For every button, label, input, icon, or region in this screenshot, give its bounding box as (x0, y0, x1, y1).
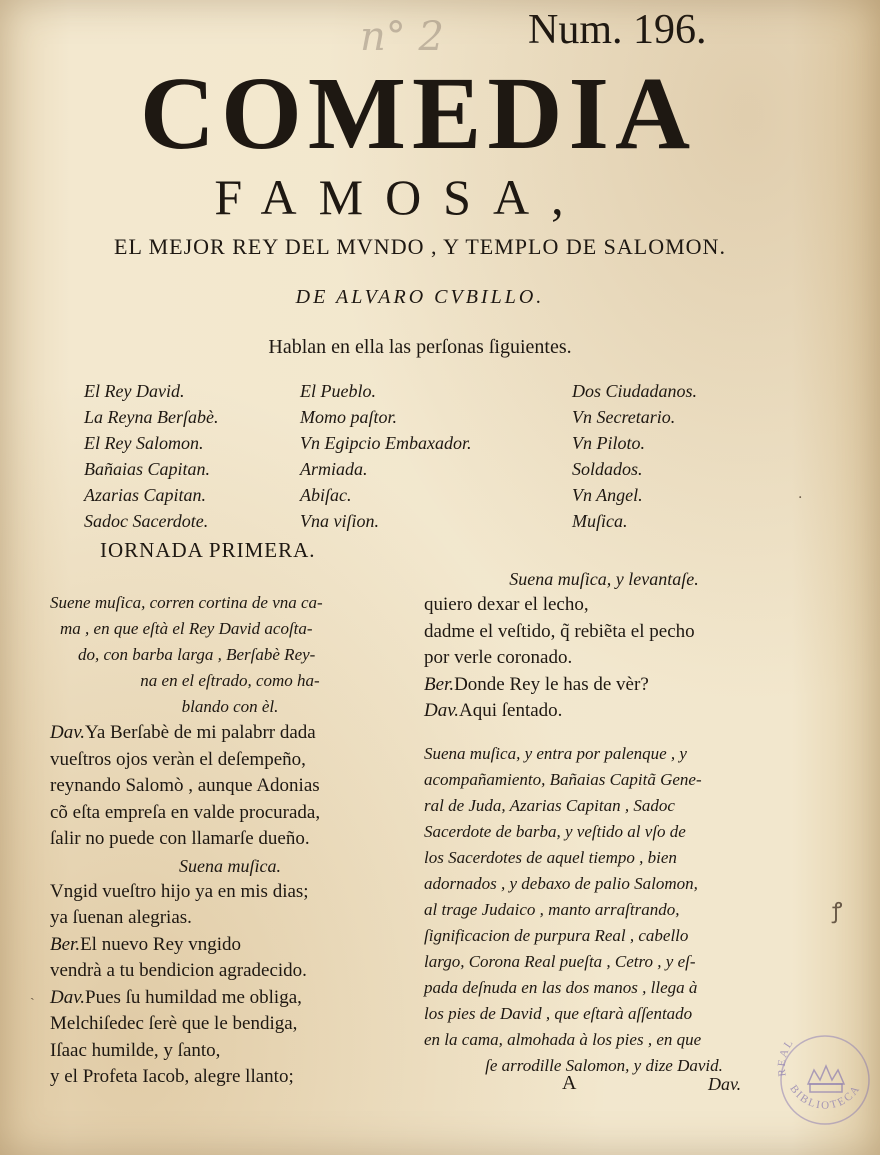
cast-column-3 (572, 378, 697, 534)
verse-line (50, 1011, 410, 1038)
text-column-right (424, 566, 784, 1079)
stage-direction: adornados , y debaxo de palio Salomon, (424, 873, 698, 893)
cast-name: Vn Secretario. (572, 407, 676, 427)
verse-line (50, 800, 410, 827)
cast-name: Vna viſion. (300, 511, 379, 531)
author-line: DE ALVARO CVBILLO. (295, 286, 545, 308)
stage-direction: na en el eſtrado, como ha- (140, 671, 320, 690)
ink-speck-icon: ˎ (30, 985, 35, 1001)
stage-direction: Sacerdote de barba, y veſtido al vſo de (424, 821, 686, 841)
stage-direction: do, con barba larga , Berſabè Rey- (78, 645, 316, 664)
verse-text: Aqui ſentado. (459, 700, 563, 721)
cast-heading: Hablan en ella las perſonas ſiguientes. (268, 336, 572, 358)
verse-text: Iſaac humilde, y ſanto, (50, 1039, 221, 1061)
verse-text: Vngid vueſtro hijo ya en mis dias; (50, 880, 309, 902)
verse-line (50, 773, 410, 800)
cast-name: Vn Angel. (572, 485, 643, 505)
verse-line (50, 1038, 410, 1065)
cast-name: Armiada. (300, 459, 368, 479)
verse-text: dadme el veſtido, q̃ rebiẽta el pecho (424, 620, 695, 642)
svg-text:BIBLIOTECA: BIBLIOTECA (787, 1082, 863, 1112)
verse-line (50, 905, 410, 932)
verse-text: ſalir no puede con llamarſe dueño. (50, 828, 310, 849)
cast-name: Vn Piloto. (572, 433, 645, 453)
svg-text:REAL: REAL (775, 1036, 797, 1078)
cast-name: El Pueblo. (300, 381, 376, 401)
cast-column-2 (300, 378, 471, 534)
verse-text: vendrà a tu bendicion agradecido. (50, 960, 307, 981)
act-heading: IORNADA PRIMERA. (100, 538, 316, 562)
verse-text: Melchiſedec ſerè que le bendiga, (50, 1013, 298, 1034)
stage-direction: ma , en que eſtà el Rey David acoſta- (60, 619, 313, 638)
spacer (424, 725, 784, 741)
verse-text: cõ eſta empreſa en valde procurada, (50, 801, 321, 823)
manuscript-note: n° 2 (360, 14, 444, 60)
stage-direction: blando con èl. (181, 697, 279, 716)
verse-line (50, 720, 410, 747)
stage-direction: pada deſnuda en las dos manos , llega à (424, 977, 698, 997)
stage-direction: acompañamiento, Bañaias Capitã Gene- (424, 769, 702, 789)
stage-direction: los pies de David , que eſtarà aſſentado (424, 1003, 693, 1023)
verse-line (50, 826, 410, 853)
verse-text: vueſtros ojos veràn el deſempeño, (50, 748, 306, 770)
catchword: Dav. (708, 1074, 742, 1094)
verse-line (50, 985, 410, 1012)
stage-direction: los Sacerdotes de aquel tiempo , bien (424, 847, 677, 867)
ink-speck-icon: · (798, 490, 803, 506)
stage-direction: ſignificacion de purpura Real , cabello (424, 925, 689, 945)
speaker: Dav. (50, 722, 85, 743)
ink-mark-icon: ꝭ (832, 899, 843, 924)
verse-text: ya ſuenan alegrias. (50, 907, 192, 928)
verse-line (50, 879, 410, 906)
stage-direction: largo, Corona Real pueſta , Cetro , y eſ- (424, 951, 696, 971)
speaker: Ber. (50, 933, 81, 955)
stage-direction: Suena muſica, y levantaſe. (509, 569, 699, 589)
verse-line (50, 747, 410, 774)
verse-text: Donde Rey le has de vèr? (454, 673, 649, 695)
verse-line (424, 592, 784, 619)
stage-direction: Suena muſica. (179, 855, 281, 876)
verse-line (424, 698, 784, 725)
cast-name: Muſica. (572, 511, 628, 531)
text-column-left (50, 590, 410, 1091)
stage-direction: Suene muſica, corren cortina de vna ca- (50, 593, 323, 612)
title-main: COMEDIA (139, 56, 697, 171)
verse-text: Ya Berſabè de mi palabrr dada (85, 722, 316, 743)
verse-line (50, 958, 410, 985)
verse-text: por verle coronado. (424, 647, 573, 668)
verse-text: El nuevo Rey vngido (80, 933, 242, 955)
stage-direction: Suena muſica, y entra por palenque , y (424, 743, 687, 763)
speaker: Dav. (50, 986, 85, 1008)
stage-direction: ſe arrodille Salomon, y dize David. (485, 1055, 723, 1075)
cast-name: Azarias Capitan. (84, 485, 207, 505)
signature-mark: A (562, 1072, 577, 1094)
verse-text: y el Profeta Iacob, alegre llanto; (50, 1066, 294, 1087)
verse-text: reynando Salomò , aunque Adonias (50, 775, 320, 796)
play-title: EL MEJOR REY DEL MVNDO , Y TEMPLO DE SALOMON. (114, 234, 726, 259)
cast-name: El Rey Salomon. (84, 433, 204, 453)
cast-name: Sadoc Sacerdote. (84, 511, 209, 531)
issue-number: Num. 196. (528, 7, 707, 53)
cast-name: El Rey David. (84, 381, 185, 401)
cast-name: Vn Egipcio Embaxador. (300, 433, 472, 453)
cast-name: Momo paſtor. (300, 407, 398, 427)
stage-direction: ral de Juda, Azarias Capitan , Sadoc (424, 795, 675, 815)
cast-column-1 (84, 378, 218, 534)
verse-line (50, 1064, 410, 1091)
cast-name: Bañaias Capitan. (84, 459, 211, 479)
library-stamp-icon (768, 1010, 878, 1130)
verse-text: quiero dexar el lecho, (424, 594, 589, 615)
cast-name: Soldados. (572, 459, 643, 479)
verse-line (424, 619, 784, 646)
cast-name: La Reyna Berſabè. (84, 407, 219, 427)
stage-direction: al trage Judaico , manto arraſtrando, (424, 899, 680, 919)
cast-name: Abiſac. (300, 485, 352, 505)
verse-line (424, 672, 784, 699)
stage-direction: en la cama, almohada à los pies , en que (424, 1029, 702, 1049)
speaker: Ber. (424, 673, 455, 695)
verse-line (424, 645, 784, 672)
verse-text: Pues ſu humildad me obliga, (85, 986, 302, 1008)
speaker: Dav. (424, 700, 459, 721)
title-sub: FAMOSA, (214, 169, 586, 225)
verse-line (50, 932, 410, 959)
cast-name: Dos Ciudadanos. (572, 381, 698, 401)
